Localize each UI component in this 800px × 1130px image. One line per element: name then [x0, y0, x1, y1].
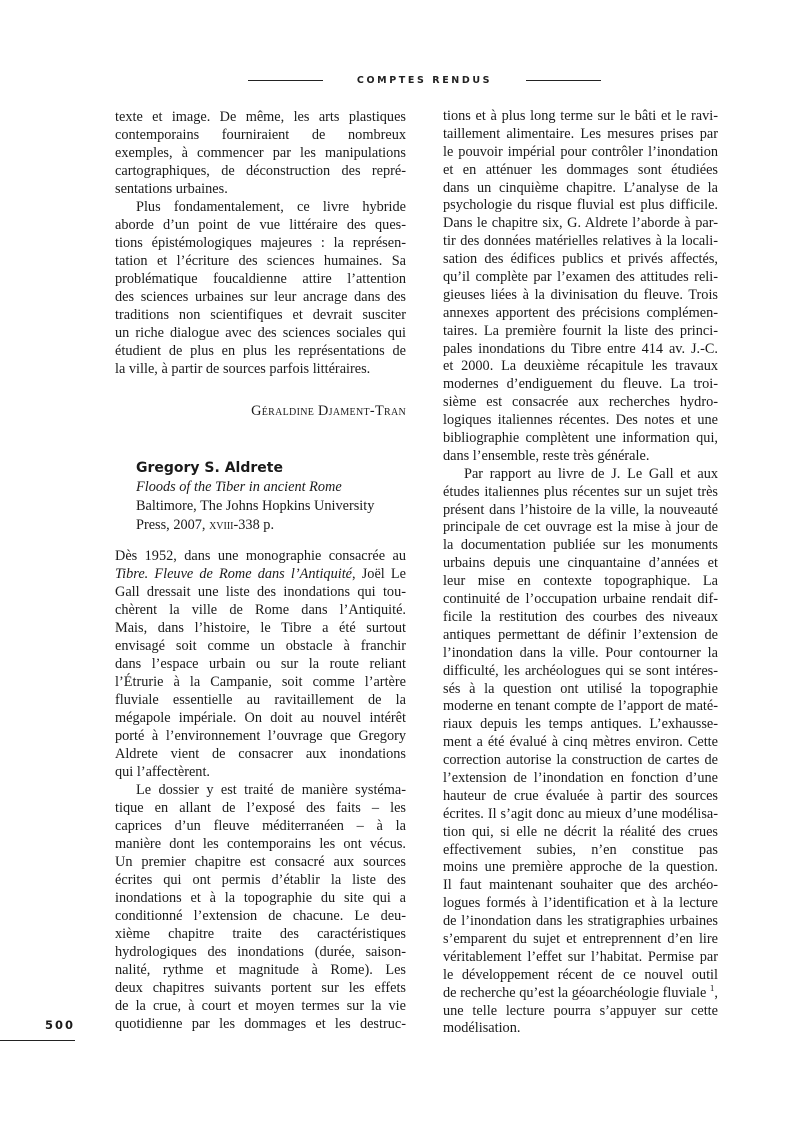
- text-line: logiques italiennes récentes. Des notes et une: [443, 412, 718, 429]
- text-line: conditionné l’extension de chacune. Le deu-: [115, 908, 406, 924]
- text-line: taires. La première fournit la liste des princi-: [443, 322, 718, 339]
- text-line: hydrologiques des inondations (durée, saison-: [115, 944, 406, 960]
- page-number: 500: [44, 1018, 75, 1032]
- text-line: moins une première approche de la question.: [443, 859, 718, 876]
- text-line: taillement alimentaire. Les mesures prises par: [443, 125, 718, 142]
- text-line: la ville, à partir de sources parfois littéraires.: [115, 361, 371, 377]
- text-line: Plus fondamentalement, ce livre hybride: [136, 199, 406, 215]
- text-line: principale de cet ouvrage est la mise à jour de: [443, 519, 718, 536]
- italic-text: Tibre. Fleuve de Rome dans l’Antiquité: [115, 566, 353, 582]
- book-press-line: [136, 516, 406, 535]
- text-line: Dans le chapitre six, G. Aldrete l’aborde à par-: [443, 215, 718, 232]
- left-column-body: [115, 547, 406, 1033]
- text-line: l’inondation dans la ville. Pour contourner la: [443, 644, 718, 661]
- text-line: présent dans l’histoire de la ville, la nouveauté: [443, 501, 718, 518]
- review-signature: Géraldine Djament-Tran: [251, 403, 406, 419]
- left-column-top: [115, 108, 406, 378]
- text-line: ficile la restitution des courbes des niveaux: [443, 608, 718, 625]
- text-line: deux chapitres suivants portent sur les effets: [115, 980, 406, 996]
- text-line: modernes d’endiguement du fleuve. La troi-: [443, 376, 718, 393]
- text-line: [115, 565, 406, 583]
- text-line: Dès 1952, dans une monographie consacrée au: [115, 548, 406, 564]
- text-line: tation et l’écriture des sciences humaines. Sa: [115, 253, 406, 269]
- text-line: le pouvoir impérial pour contrôler l’inondation: [443, 143, 718, 160]
- text-line: sième est consacrée aux recherches hydro-: [443, 394, 718, 411]
- text-line: mégapole impériale. On doit au nouvel intérêt: [115, 710, 406, 726]
- book-publisher: Baltimore, The Johns Hopkins University: [136, 498, 375, 514]
- text-line: inondations et à la topographie du site qui a: [115, 890, 406, 906]
- text-line: sés à la question ont utilisé la topographie: [443, 680, 718, 697]
- text-line: de la crue, à court et moyen termes sur la vie: [115, 998, 406, 1014]
- text-line: correction autorise la construction de cartes de: [443, 752, 718, 769]
- text-line: urbains depuis une cinquantaine d’années et: [443, 555, 718, 572]
- text-line: leur mise en contexte topographique. La: [443, 573, 718, 590]
- text-line: antiques permettant de définir l’extension de: [443, 626, 718, 643]
- text-line: quotidienne par les dommages et les destruc-: [115, 1016, 406, 1032]
- text-line: ment a été évalué à cinq mètres environ. Cette: [443, 734, 718, 751]
- page-number-rule: [0, 1040, 75, 1041]
- text-line: hauteur de crue évaluée à partir des sources: [443, 787, 718, 804]
- text-line: porté à l’environnement l’ouvrage que Gregory: [115, 728, 406, 744]
- text-line: Gall dressait une liste des inondations qui tou-: [115, 584, 406, 600]
- text-line: modélisation.: [443, 1020, 521, 1037]
- text-line: s’emparent du sujet et entreprennent d’en lire: [443, 930, 718, 947]
- text-line: sentations urbaines.: [115, 181, 228, 197]
- book-press: Press, 2007,: [136, 517, 210, 533]
- text-line: dans l’espace urbain ou sur la route reliant: [115, 656, 406, 672]
- text-line: [443, 985, 718, 1003]
- text-line: l’extension de l’inondation en fonction d’une: [443, 769, 718, 786]
- text-line: étudient de plus en plus les représentations de: [115, 343, 406, 359]
- text-line: tion qui, si elle ne décrit la réalité des crues: [443, 823, 718, 840]
- header-rule-left: [248, 80, 323, 81]
- text-line: gieuses liées à la divinisation du fleuve. Trois: [443, 286, 718, 303]
- text-line: un riche dialogue avec des sciences sociales qui: [115, 325, 406, 341]
- text-line: tique en allant de l’exposé des faits – les: [115, 800, 406, 816]
- running-header-title: COMPTES RENDUS: [356, 74, 493, 86]
- text-line: contemporains fourniraient de nombreux: [115, 127, 406, 143]
- book-reference: [136, 459, 406, 535]
- text-segment: de recherche qu’est la géoarchéologie fluviale: [443, 984, 710, 1001]
- text-line: nalité, rythme et magnitude à Rome). Les: [115, 962, 406, 978]
- text-line: Par rapport au livre de J. Le Gall et aux: [464, 465, 718, 482]
- text-line: études italiennes plus récentes sur un sujet très: [443, 483, 718, 500]
- text-line: dans l’ensemble, reste très générale.: [443, 447, 650, 464]
- text-line: xième chapitre traite des caractéristiques: [115, 926, 406, 942]
- text-line: qui l’affectèrent.: [115, 764, 210, 780]
- text-line: tions et à plus long terme sur le bâti et le ravi-: [443, 108, 718, 124]
- text-line: qu’il complète par l’examen des attitudes reli-: [443, 269, 718, 286]
- text-line: cartographiques, de déconstruction des repré-: [115, 163, 406, 179]
- text-line: Un premier chapitre est consacré aux sources: [115, 854, 406, 870]
- book-title: Floods of the Tiber in ancient Rome: [136, 479, 342, 495]
- book-pages: -338 p.: [233, 517, 275, 533]
- text-line: Aldrete vient de consacrer aux inondations: [115, 746, 406, 762]
- book-pages-roman: xviii: [209, 517, 234, 533]
- text-line: de l’inondation dans les stratigraphies urbaines: [443, 913, 718, 930]
- text-line: psychologie du risque fluvial est plus difficile.: [443, 197, 718, 214]
- text-line: la documentation publiée sur les monuments: [443, 537, 718, 554]
- text-line: traditions non scientifiques et devrait susciter: [115, 307, 406, 323]
- book-author: Gregory S. Aldrete: [136, 460, 283, 476]
- text-line: moderne en tenant compte de l’apport de maté-: [443, 698, 718, 715]
- text-line: difficulté, les archéologues qui se sont intéres-: [443, 662, 718, 679]
- text-line: manière dont les contemporains les ont vécus.: [115, 836, 406, 852]
- text-segment: , Joël Le: [352, 566, 406, 582]
- text-line: tions épistémologiques majeures : la représen-: [115, 235, 406, 251]
- paragraph: [115, 198, 406, 378]
- text-line: tir des données matérielles relatives à la locali-: [443, 233, 718, 250]
- header-rule-right: [526, 80, 601, 81]
- text-line: envisagé soit comme un obstacle à franchir: [115, 638, 406, 654]
- text-line: chèrent la ville de Rome dans l’Antiquité.: [115, 602, 406, 618]
- text-line: Mais, dans l’histoire, le Tibre a été surtout: [115, 620, 406, 636]
- text-line: Le dossier y est traité de manière systéma-: [136, 782, 406, 798]
- text-line: dans un cinquième chapitre. L’analyse de la: [443, 179, 718, 196]
- running-header: [248, 72, 601, 88]
- right-column: [443, 108, 718, 1038]
- text-line: le développement récent de ce nouvel outil: [443, 966, 718, 983]
- paragraph: [115, 781, 406, 1033]
- text-line: problématique foucaldienne attire l’attention: [115, 271, 406, 287]
- text-line: texte et image. De même, les arts plastiques: [115, 109, 406, 125]
- text-line: exemples, à commencer par les manipulations: [115, 145, 406, 161]
- paragraph: [443, 466, 718, 1039]
- text-line: une telle lecture pourra s’appuyer sur cette: [443, 1002, 718, 1019]
- text-line: riaux depuis les temps antiques. L’exhausse-: [443, 716, 718, 733]
- text-line: écrites. Il s’agit donc au mieux d’une modélisa-: [443, 805, 718, 822]
- text-segment: ,: [714, 984, 718, 1001]
- footnote-marker: 1: [709, 984, 715, 993]
- text-line: logues formés à l’identification et à la lecture: [443, 895, 718, 912]
- text-line: l’Étrurie à la Campanie, soit comme l’artère: [115, 674, 406, 690]
- text-line: bibliographie complètent une information qui,: [443, 430, 718, 447]
- text-line: Il faut maintenant souhaiter que des archéo-: [443, 877, 718, 894]
- text-line: des sciences urbaines sur leur ancrage dans des: [115, 289, 406, 305]
- text-line: caprices d’un fleuve méditerranéen – à la: [115, 818, 406, 834]
- text-line: et 2000. La deuxième récapitule les travaux: [443, 358, 718, 375]
- text-line: et en atténuer les dommages sont étudiées: [443, 161, 718, 178]
- text-line: véritablement l’effet sur l’habitat. Permise par: [443, 948, 718, 965]
- text-line: continuité de l’occupation urbaine rendait dif-: [443, 591, 718, 608]
- text-line: fluviale essentielle au ravitaillement de la: [115, 692, 406, 708]
- text-line: annexes apportent des précisions complémen-: [443, 304, 718, 321]
- paragraph: [115, 108, 406, 198]
- paragraph: [443, 108, 718, 466]
- text-line: effectivement subies, n’en constitue pas: [443, 841, 718, 858]
- paragraph: [115, 547, 406, 781]
- text-line: pales inondations du Tibre entre 414 av. J.-C.: [443, 340, 718, 357]
- text-line: aborde d’un point de vue littéraire des ques-: [115, 217, 406, 233]
- text-line: écrites qui ont permis d’établir la liste des: [115, 872, 406, 888]
- text-line: sation des édifices publics et privés affectés,: [443, 251, 718, 268]
